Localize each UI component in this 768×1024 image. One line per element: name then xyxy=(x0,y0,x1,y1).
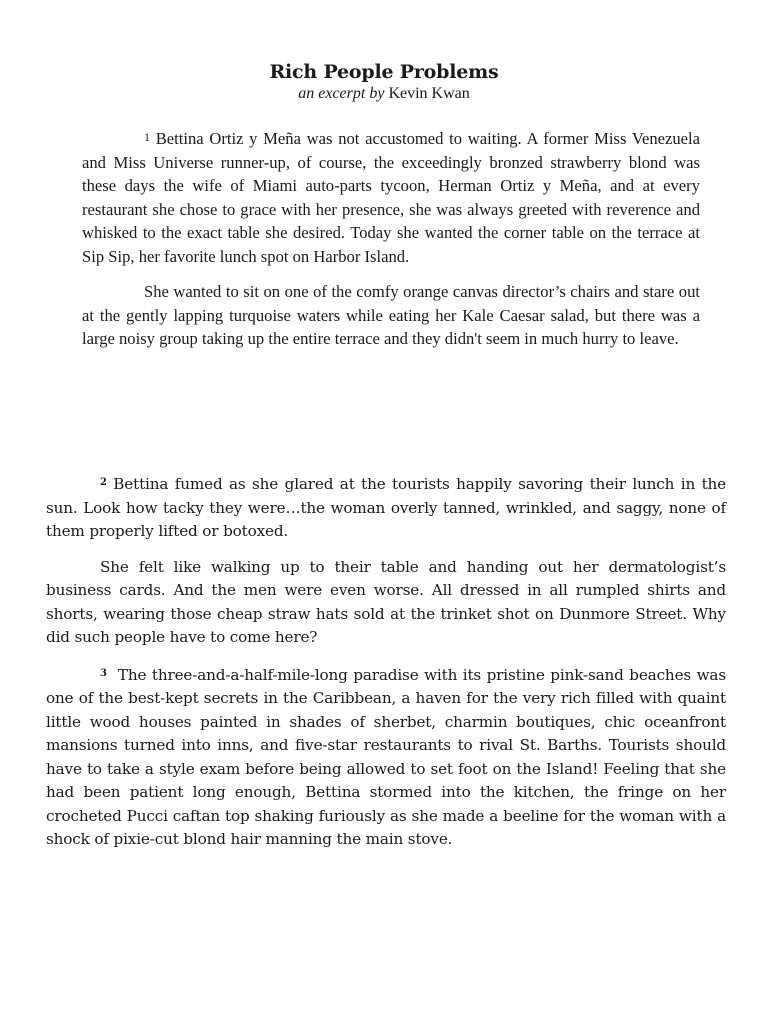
page-title: Rich People Problems xyxy=(269,61,499,83)
author-name: Kevin Kwan xyxy=(388,85,470,102)
byline xyxy=(0,84,768,104)
section-marker: 3 xyxy=(100,667,107,679)
paragraph-text: Bettina Ortiz y Meña was not accustomed to waiting. A former Miss Venezuela and Miss Universe runner-up, of course, the exceedingly bronzed strawberry blond was these days the wife of Miami auto-parts tycoon, Herman Ortiz y Meña, and at every restaurant she chose to grace with her presence, she was always greeted with reverence and whisked to the exact table she desired. Today she wanted the corner table on the terrace at Sip Sip, her favorite lunch spot on Harbor Island. xyxy=(82,129,700,266)
paragraph-text: Bettina fumed as she glared at the tourists happily savoring their lunch in the sun. Look how tacky they were…the woman overly tanned, wrinkled, and saggy, none of them properly lifted or botoxed. xyxy=(46,475,726,540)
section-marker: 1 xyxy=(144,130,150,144)
section-marker: 2 xyxy=(100,477,107,488)
paragraph xyxy=(82,280,700,351)
header xyxy=(0,60,768,104)
paragraph xyxy=(46,556,726,650)
section-2-3 xyxy=(46,471,726,864)
paragraph xyxy=(82,126,700,268)
paragraph xyxy=(46,471,726,544)
paragraph-text: The three-and-a-half-mile-long paradise with its pristine pink-sand beaches was one of the best-kept secrets in the Caribbean, a haven for the very rich filled with quaint little wood houses painted in shades of sherbet, charmin boutiques, chic oceanfront mansions turned into inns, and five-star restaurants to rival St. Barths. Tourists should have to take a style exam before being allowed to set foot on the Island! Feeling that she had been patient long enough, Bettina stormed into the kitchen, the fringe on her crocheted Pucci caftan top shaking furiously as she made a beeline for the woman with a shock of pixie-cut blond hair manning the main stove. xyxy=(46,665,726,848)
section-1 xyxy=(82,126,700,363)
paragraph-text: She wanted to sit on one of the comfy orange canvas director’s chairs and stare out at the gently lapping turquoise waters while eating her Kale Caesar salad, but there was a large noisy group taking up the entire terrace and they didn't seem in much hurry to leave. xyxy=(82,282,700,348)
paragraph xyxy=(46,662,726,852)
paragraph-text: She felt like walking up to their table and handing out her dermatologist’s business cards. And the men were even worse. All dressed in all rumpled shirts and shorts, wearing those cheap straw hats sold at the trinket shot on Dunmore Street. Why did such people have to come here? xyxy=(46,557,726,646)
byline-prefix: an excerpt by xyxy=(298,85,385,102)
